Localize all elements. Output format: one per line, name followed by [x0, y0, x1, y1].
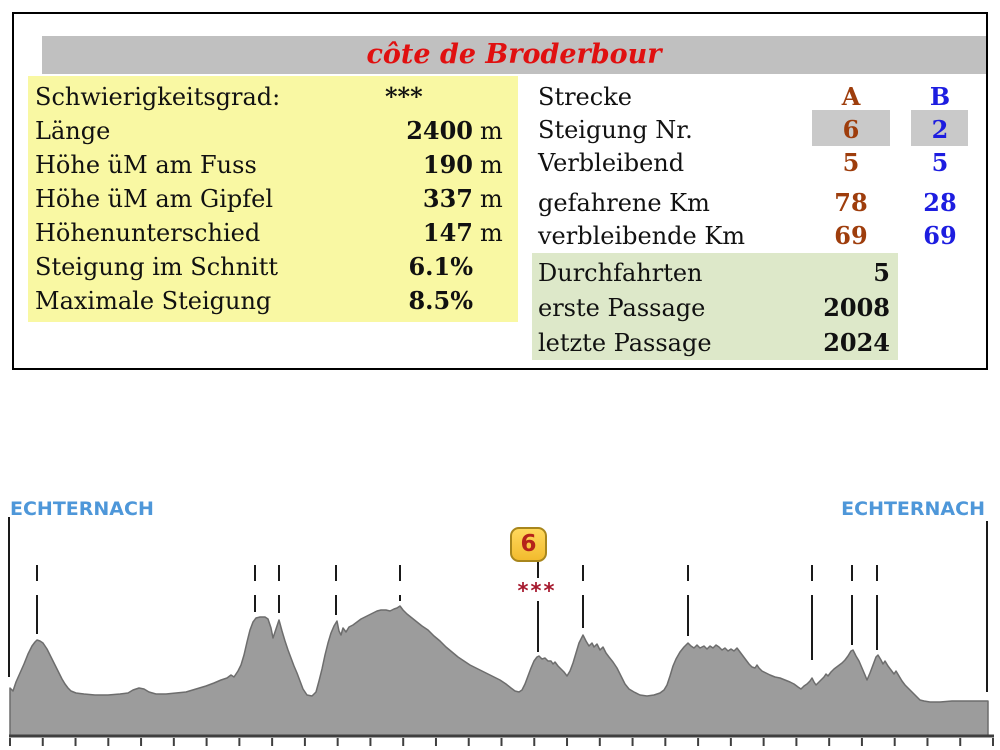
stat-unit: [473, 250, 514, 284]
passage-label: Durchfahrten: [538, 259, 703, 287]
elevation-profile-chart: [0, 510, 1000, 750]
stat-unit: [473, 284, 514, 318]
stat-value: 6.1%: [408, 252, 473, 281]
stat-row-average-gradient: [28, 250, 518, 284]
route-row-label: Steigung Nr.: [538, 116, 693, 144]
title-bar: [42, 36, 986, 74]
passage-row-last: [538, 326, 890, 360]
stat-value: ***: [385, 82, 423, 111]
stat-unit: [473, 80, 514, 114]
climb-number-badge: 6: [510, 527, 547, 562]
stat-label: Höhe üM am Gipfel: [35, 185, 273, 213]
stat-unit: m: [480, 219, 503, 247]
stat-label: Höhe üM am Fuss: [35, 151, 257, 179]
stat-row-length: [28, 114, 518, 148]
route-b-value: 69: [923, 221, 957, 250]
route-b-value: 2: [931, 115, 949, 144]
route-row-label: verbleibende Km: [538, 222, 746, 250]
route-row-climb-number: [538, 113, 968, 147]
stat-value: 337: [422, 184, 473, 213]
stat-row-difficulty: [28, 80, 518, 114]
route-a-header: A: [841, 82, 861, 111]
passage-label: letzte Passage: [538, 329, 712, 357]
passage-row-count: [538, 256, 890, 290]
stat-value: 147: [422, 218, 473, 247]
stat-unit: m: [480, 117, 503, 145]
stat-label: Höhenunterschied: [35, 219, 261, 247]
route-a-value: 5: [842, 148, 860, 177]
stat-row-base-altitude: [28, 148, 518, 182]
stat-label: Länge: [35, 117, 111, 145]
stat-row-max-gradient: [28, 284, 518, 318]
climb-difficulty-stars: ***: [517, 579, 557, 603]
route-row-km-ridden: [538, 186, 968, 220]
route-row-km-remaining: [538, 219, 968, 253]
route-header-row: [538, 80, 968, 114]
end-city-label: ECHTERNACH: [841, 498, 985, 520]
route-b-value: 5: [931, 148, 949, 177]
passage-value: 2008: [823, 293, 890, 322]
route-a-value: 78: [834, 188, 868, 217]
stat-value: 8.5%: [408, 286, 473, 315]
stat-row-height-difference: [28, 216, 518, 250]
stat-value: 190: [422, 150, 473, 179]
page-title: côte de Broderbour: [366, 39, 662, 70]
route-row-remaining: [538, 146, 968, 180]
stat-unit: m: [480, 151, 503, 179]
stat-label: Schwierigkeitsgrad:: [35, 83, 281, 111]
stat-value: 2400: [406, 116, 473, 145]
route-b-header: B: [929, 82, 951, 111]
stat-label: Steigung im Schnitt: [35, 253, 279, 281]
passage-value: 2024: [823, 328, 890, 357]
passage-label: erste Passage: [538, 294, 706, 322]
route-b-value: 28: [923, 188, 957, 217]
route-a-value: 69: [834, 221, 868, 250]
passage-value: 5: [873, 258, 890, 287]
route-a-value: 6: [842, 115, 860, 144]
stat-row-summit-altitude: [28, 182, 518, 216]
elevation-area: [10, 606, 988, 736]
route-header-label: Strecke: [538, 83, 632, 111]
start-city-label: ECHTERNACH: [10, 498, 154, 520]
passage-row-first: [538, 291, 890, 325]
stat-unit: m: [480, 185, 503, 213]
route-row-label: Verbleibend: [538, 149, 685, 177]
stat-label: Maximale Steigung: [35, 287, 272, 315]
route-row-label: gefahrene Km: [538, 189, 710, 217]
climb-stats-box: [28, 76, 518, 322]
